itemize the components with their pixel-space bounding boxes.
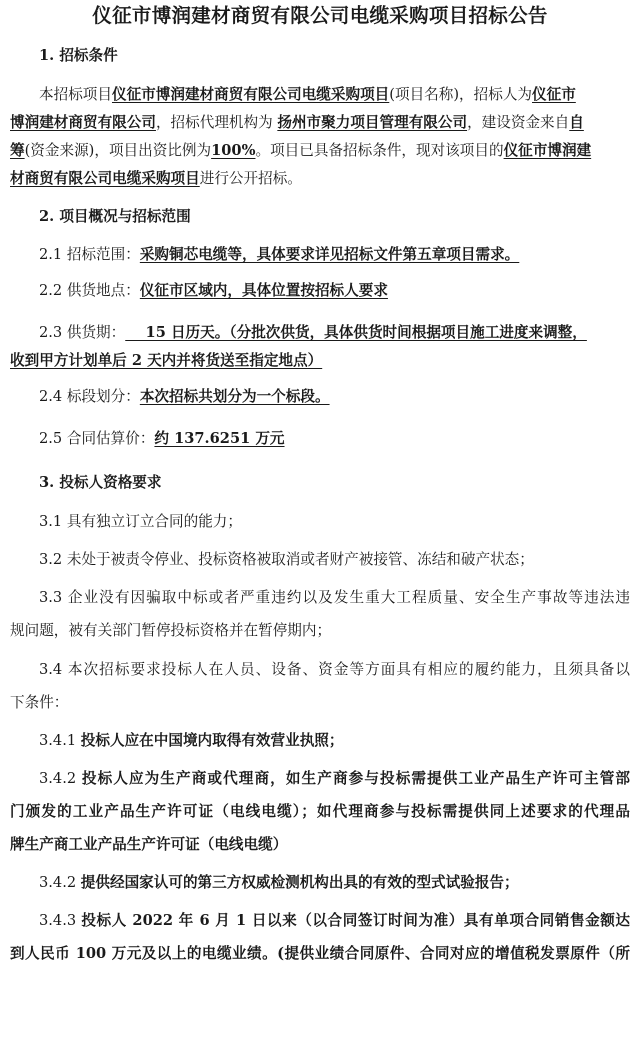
fund-ratio: 100% [211, 142, 256, 159]
label: 2.5 合同估算价： [39, 430, 155, 447]
delivery-item [10, 319, 630, 347]
text: ，招标代理机构为 [155, 114, 278, 131]
value: 收到甲方计划单后 2 天内并将货送至指定地点） [10, 352, 323, 369]
qual-subitem-cont: 门颁发的工业产品生产许可证（电线电缆）；如代理商参与投标需提供同上述要求的代理品 [10, 803, 630, 820]
section-2 [10, 203, 630, 453]
num: 3.4.3 [39, 912, 82, 929]
fund-source-cont: 筹 [10, 142, 25, 159]
qual-subitem-cont: 牌生产商工业产品生产许可证（电线电缆） [10, 836, 288, 853]
num: 3.4.1 [39, 732, 81, 749]
text: (资金来源)，项目出资比例为 [24, 142, 212, 159]
section-2-heading: 2. 项目概况与招标范围 [39, 208, 191, 225]
section-1 [10, 42, 630, 193]
qual-subitem-cont: 到人民币 100 万元及以上的电缆业绩。(提供业绩合同原件、合同对应的增值税发票原件（所 [10, 945, 630, 962]
qual-item: 3.2 未处于被责令停业、投标资格被取消或者财产被接管、冻结和破产状态； [39, 551, 534, 568]
value: 约 137.6251 万元 [154, 430, 285, 447]
scope-item [10, 241, 630, 269]
text: 提供经国家认可的第三方权威检测机构出具的有效的型式试验报告； [80, 874, 519, 891]
num: 3.4.2 [39, 770, 82, 787]
text: 投标人应在中国境内取得有效营业执照； [80, 732, 344, 749]
tenderer-name: 仪征市 [532, 86, 576, 103]
agency-name: 扬州市聚力项目管理有限公司 [277, 114, 468, 131]
label: 2.1 招标范围： [39, 246, 140, 263]
value: 仪征市区域内，具体位置按招标人要求 [139, 282, 388, 299]
section-3-heading: 3. 投标人资格要求 [39, 474, 162, 491]
section-3 [10, 469, 630, 968]
text: 。项目已具备招标条件，现对该项目的 [255, 142, 504, 159]
tenderer-name-cont: 博润建材商贸有限公司 [10, 114, 156, 131]
section-1-paragraph [10, 81, 630, 193]
qual-subitem [10, 869, 630, 897]
num: 3.4.2 [39, 874, 81, 891]
qual-subitem [10, 727, 630, 755]
project-name: 仪征市博润建材商贸有限公司电缆采购项目 [111, 86, 390, 103]
project-ref-cont: 材商贸有限公司电缆采购项目 [10, 170, 200, 187]
qual-item: 3.1 具有独立订立合同的能力； [39, 513, 242, 530]
value: 采购铜芯电缆等，具体要求详见招标文件第五章项目需求。 [139, 246, 520, 263]
label: 2.2 供货地点： [39, 282, 140, 299]
text: 投标人应为生产商或代理商，如生产商参与投标需提供工业产品生产许可主管部 [81, 770, 630, 787]
price-item [10, 425, 630, 453]
text: ，建设资金来自 [467, 114, 570, 131]
label: 2.4 标段划分： [39, 388, 140, 405]
location-item [10, 277, 630, 305]
qual-subitem [10, 907, 630, 935]
value: 15 日历天。（分批次供货，具体供货时间根据项目施工进度来调整， [125, 324, 587, 341]
value: 本次招标共划分为一个标段。 [139, 388, 330, 405]
project-ref: 仪征市博润建 [503, 142, 592, 159]
qual-item-cont: 规问题，被有关部门暂停投标资格并在暂停期内； [10, 622, 332, 639]
qual-subitem [10, 765, 630, 793]
text: 投标人 2022 年 6 月 1 日以来（以合同签订时间为准）具有单项合同销售金额达 [81, 912, 630, 929]
text: 进行公开招标。 [199, 170, 302, 187]
delivery-item-cont [10, 347, 630, 375]
qual-item: 3.4 本次招标要求投标人在人员、设备、资金等方面具有相应的履约能力，且须具备以 [39, 661, 630, 678]
section-1-heading: 1. 招标条件 [39, 47, 118, 64]
qual-item-cont: 下条件： [10, 694, 69, 711]
fund-source: 自 [569, 114, 584, 131]
page-title: 仪征市博润建材商贸有限公司电缆采购项目招标公告 [92, 4, 548, 27]
qual-item: 3.3 企业没有因骗取中标或者严重违约以及发生重大工程质量、安全生产事故等违法违 [39, 589, 630, 606]
lot-item [10, 383, 630, 411]
text: (项目名称)，招标人为 [389, 86, 533, 103]
label: 2.3 供货期： [39, 324, 126, 341]
text: 本招标项目 [39, 86, 112, 103]
